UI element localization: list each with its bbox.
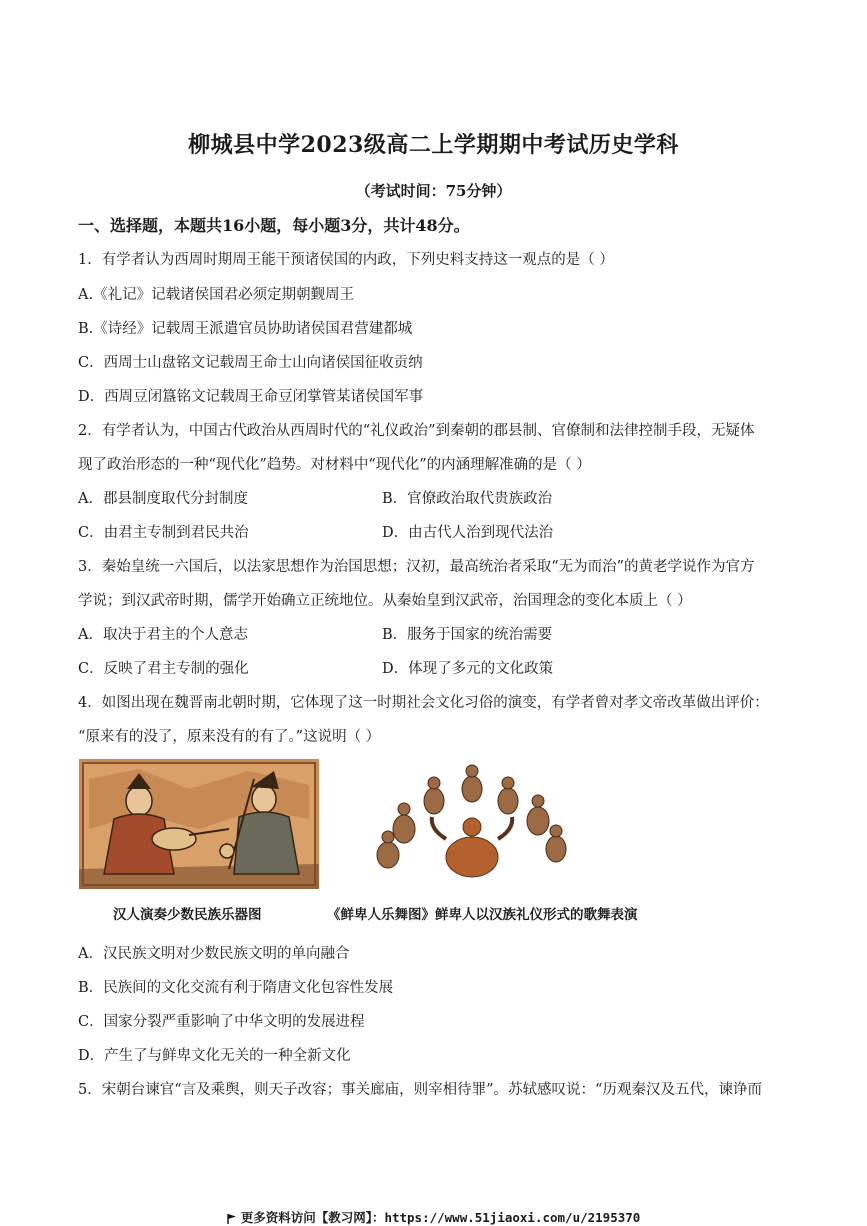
question-1-stem: 1．有学者认为西周时期周王能干预诸侯国的内政，下列史料支持这一观点的是（ ） — [78, 252, 614, 268]
question-3-option-d: D．体现了多元的文化政策 — [382, 661, 554, 677]
question-1-option-c: C．西周士山盘铭文记载周王命士山向诸侯国征收贡纳 — [78, 355, 423, 371]
question-1-option-b: B.《诗经》记载周王派遣官员协助诸侯国君营建都城 — [78, 321, 413, 337]
question-4-option-b: B．民族间的文化交流有利于隋唐文化包容性发展 — [78, 980, 394, 996]
question-4-option-c: C．国家分裂严重影响了中华文明的发展进程 — [78, 1014, 365, 1030]
question-4-option-d: D．产生了与鲜卑文化无关的一种全新文化 — [78, 1048, 351, 1064]
question-4-stem-line-1: 4．如图出现在魏晋南北朝时期，它体现了这一时期社会文化习俗的演变，有学者曾对孝文帝改革做出评价： — [78, 695, 769, 711]
question-3-stem-line-2: 学说；到汉武帝时期，儒学开始确立正统地位。从秦始皇到汉武帝，治国理念的变化本质上（ ） — [78, 593, 692, 609]
question-1-option-a: A.《礼记》记载诸侯国君必须定期朝觐周王 — [78, 287, 355, 303]
page-title: 柳城县中学2023级高二上学期期中考试历史学科 — [188, 132, 679, 158]
footer-text: 更多资料访问【教习网】：https://www.51jiaoxi.com/u/2195370 — [240, 1210, 641, 1225]
question-3-stem-line-1: 3．秦始皇统一六国后，以法家思想作为治国思想；汉初，最高统治者采取“无为而治”的黄老学说作为官方 — [78, 559, 755, 575]
question-3-option-a: A．取决于君主的个人意志 — [78, 627, 248, 643]
flag-icon — [227, 1214, 237, 1224]
question-2-stem-line-1: 2．有学者认为，中国古代政治从西周时代的“礼仪政治”到秦朝的郡县制、官僚制和法律控制手段，无疑体 — [78, 423, 755, 439]
question-4-stem-line-2: “原来有的没了，原来没有的有了。”这说明（ ） — [78, 729, 381, 745]
xianbei-dance-figurines-image — [360, 759, 580, 889]
question-3-option-c: C．反映了君主专制的强化 — [78, 661, 249, 677]
question-2-option-a: A．郡县制度取代分封制度 — [78, 491, 248, 507]
exam-duration: （考试时间：75分钟） — [355, 182, 512, 200]
han-musician-mural-image — [79, 759, 319, 889]
question-4-option-a: A．汉民族文明对少数民族文明的单向融合 — [78, 946, 350, 962]
question-3-option-b: B．服务于国家的统治需要 — [382, 627, 553, 643]
question-2-option-b: B．官僚政治取代贵族政治 — [382, 491, 553, 507]
footer-link[interactable] — [0, 1208, 867, 1226]
question-1-option-d: D．西周豆闭簋铭文记载周王命豆闭掌管某诸侯国军事 — [78, 389, 424, 405]
section-heading: 一、选择题，本题共16小题，每小题3分，共计48分。 — [78, 216, 470, 235]
figure-2-caption: 《鲜卑人乐舞图》鲜卑人以汉族礼仪形式的歌舞表演 — [327, 907, 638, 923]
question-2-stem-line-2: 现了政治形态的一种“现代化”趋势。对材料中“现代化”的内涵理解准确的是（ ） — [78, 457, 591, 473]
question-2-option-d: D．由古代人治到现代法治 — [382, 525, 554, 541]
question-5-stem-line-1: 5．宋朝台谏官“言及乘舆，则天子改容；事关廊庙，则宰相待罪”。苏轼感叹说：“历观秦汉及五代，谏诤而 — [78, 1082, 762, 1098]
question-2-option-c: C．由君主专制到君民共治 — [78, 525, 249, 541]
figure-1-caption: 汉人演奏少数民族乐器图 — [113, 907, 262, 923]
